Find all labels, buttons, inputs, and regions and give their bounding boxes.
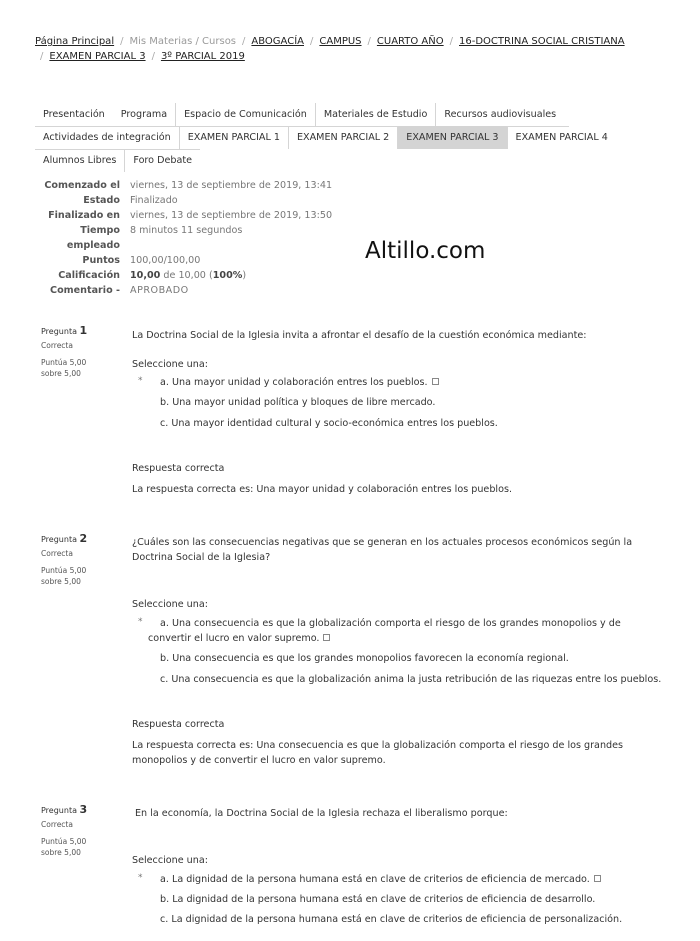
- answer-option[interactable]: a. Una consecuencia es que la globalización comporta el riesgo de los grandes monopolios y de convertir el lucro en valor supremo.: [148, 618, 621, 644]
- grade-label: Calificación: [58, 270, 120, 281]
- feedback-title: Respuesta correcta: [132, 463, 225, 474]
- question-number: Pregunta 1: [41, 324, 88, 337]
- question-number: Pregunta 2: [41, 532, 88, 545]
- breadcrumb-home-link[interactable]: Página Principal: [35, 36, 115, 47]
- breadcrumb-examen-link[interactable]: EXAMEN PARCIAL 3: [49, 51, 146, 62]
- tab-materiales[interactable]: Materiales de Estudio: [316, 103, 437, 126]
- comment-label: Comentario -: [50, 285, 120, 296]
- breadcrumb-doctrina-link[interactable]: 16-DOCTRINA SOCIAL CRISTIANA: [459, 36, 625, 47]
- points-value: 100,00/100,00: [130, 255, 201, 266]
- state-value: Finalizado: [130, 195, 178, 206]
- breadcrumb-abogacia-link[interactable]: ABOGACÍA: [251, 36, 304, 47]
- comment-value: APROBADO: [130, 285, 189, 296]
- tab-presentacion[interactable]: Presentación: [43, 109, 105, 120]
- time-value: 8 minutos 11 segundos: [130, 225, 243, 236]
- question-grade: Puntúa 5,00 sobre 5,00: [41, 566, 87, 586]
- correct-check-icon: [323, 634, 330, 641]
- breadcrumb-campus-link[interactable]: CAMPUS: [319, 36, 362, 47]
- tab-examen-4[interactable]: EXAMEN PARCIAL 4: [515, 132, 608, 143]
- breadcrumb-cuarto-link[interactable]: CUARTO AÑO: [376, 36, 444, 47]
- tabs-row-3: [35, 149, 200, 172]
- question-text: ¿Cuáles son las consecuencias negativas que se generan en los actuales procesos económicos según la Doctrina Social de la Iglesia?: [132, 537, 633, 563]
- selected-marker-icon: *: [138, 617, 143, 627]
- question-info: [41, 804, 121, 858]
- breadcrumb-my-courses: Mis Materias / Cursos: [129, 36, 237, 47]
- question-grade: Puntúa 5,00 sobre 5,00: [41, 837, 87, 857]
- tab-alumnos-libres[interactable]: Alumnos Libres: [35, 149, 125, 172]
- feedback-text: La respuesta correcta es: Una mayor unidad y colaboración entres los pueblos.: [132, 484, 512, 495]
- selected-marker-icon: *: [138, 376, 143, 386]
- select-prompt: Seleccione una:: [132, 599, 208, 610]
- finished-label: Finalizado en: [48, 210, 120, 221]
- tab-examen-2[interactable]: EXAMEN PARCIAL 2: [289, 126, 398, 149]
- answer-option[interactable]: a. Una mayor unidad y colaboración entres los pueblos.: [160, 375, 670, 390]
- started-label: Comenzado el: [44, 180, 120, 191]
- question-info: [41, 325, 121, 379]
- points-label: Puntos: [82, 255, 120, 266]
- watermark: Altillo.com: [365, 238, 486, 264]
- selected-marker-icon: *: [138, 873, 143, 883]
- grade-value: 10,00 de 10,00 (100%): [130, 270, 247, 281]
- tab-examen-1[interactable]: EXAMEN PARCIAL 1: [180, 126, 289, 149]
- tabs-row-1: [35, 103, 564, 126]
- attempt-summary: [35, 178, 335, 298]
- tabs-row-2: [35, 126, 616, 149]
- answer-option[interactable]: c. Una mayor identidad cultural y socio-económica entres los pueblos.: [160, 418, 498, 429]
- breadcrumb-parcial-link[interactable]: 3º PARCIAL 2019: [160, 51, 245, 62]
- question-state: Correcta: [41, 341, 73, 350]
- tab-actividades[interactable]: Actividades de integración: [35, 126, 180, 149]
- correct-check-icon: [594, 875, 601, 882]
- tab-programa[interactable]: Programa: [113, 103, 176, 126]
- question-state: Correcta: [41, 820, 73, 829]
- feedback-text: La respuesta correcta es: Una consecuencia es que la globalización comporta el riesgo de los grandes monopolios y de convertir el lucro en valor supremo.: [132, 740, 624, 766]
- question-number: Pregunta 3: [41, 803, 88, 816]
- state-label: Estado: [83, 195, 120, 206]
- answer-option[interactable]: c. La dignidad de la persona humana está en clave de criterios de eficiencia de personalización.: [160, 914, 623, 925]
- question-grade: Puntúa 5,00 sobre 5,00: [41, 358, 87, 378]
- tab-espacio[interactable]: Espacio de Comunicación: [176, 103, 316, 126]
- answer-option[interactable]: a. La dignidad de la persona humana está en clave de criterios de eficiencia de mercado.: [160, 872, 670, 887]
- finished-value: viernes, 13 de septiembre de 2019, 13:50: [130, 210, 333, 221]
- answer-option[interactable]: c. Una consecuencia es que la globalización anima la justa retribución de las riquezas entre los pueblos.: [160, 674, 662, 685]
- breadcrumb: Página Principal / Mis Materias / Cursos / ABOGACÍA / CAMPUS / CUARTO AÑO / 16-DOCTRINA SOCIAL CRISTIANA / EXAMEN PARCIAL 3 / 3º PARCIAL 2019: [35, 36, 625, 62]
- answer-option[interactable]: b. La dignidad de la persona humana está en clave de criterios de eficiencia de desarrollo.: [160, 894, 596, 905]
- select-prompt: Seleccione una:: [132, 855, 208, 866]
- answer-option[interactable]: b. Una mayor unidad política y bloques de libre mercado.: [160, 397, 436, 408]
- question-info: [41, 533, 121, 587]
- question-text: En la economía, la Doctrina Social de la Iglesia rechaza el liberalismo porque:: [135, 808, 508, 819]
- time-label: Tiempo empleado: [66, 225, 120, 251]
- started-value: viernes, 13 de septiembre de 2019, 13:41: [130, 180, 333, 191]
- question-state: Correcta: [41, 549, 73, 558]
- answer-option[interactable]: b. Una consecuencia es que los grandes monopolios favorecen la economía regional.: [160, 653, 569, 664]
- question-text: La Doctrina Social de la Iglesia invita a afrontar el desafío de la cuestión económica mediante:: [132, 330, 587, 341]
- select-prompt: Seleccione una:: [132, 359, 208, 370]
- tab-examen-3[interactable]: EXAMEN PARCIAL 3: [398, 126, 507, 149]
- correct-check-icon: [432, 378, 439, 385]
- tab-recursos[interactable]: Recursos audiovisuales: [444, 109, 557, 120]
- feedback-title: Respuesta correcta: [132, 719, 225, 730]
- tab-foro-debate[interactable]: Foro Debate: [133, 155, 193, 166]
